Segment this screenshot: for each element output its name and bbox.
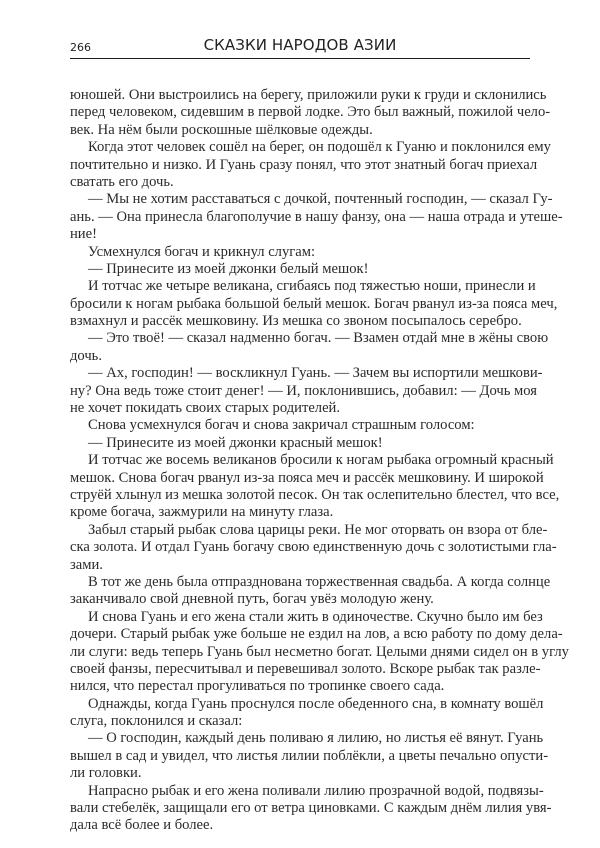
page-number: 266 xyxy=(70,41,91,54)
text-line: век. На нём были роскошные шёлковые одежды. xyxy=(70,121,373,138)
text-line: почтительно и низко. И Гуань сразу понял, что этот знатный богач приехал xyxy=(70,156,538,173)
text-line: бросили к ногам рыбака большой белый мешок. Богач рванул из-за пояса меч, xyxy=(70,295,558,312)
text-line: вышел в сад и увидел, что листья лилии поблёкли, а цветы печально опусти- xyxy=(70,747,549,764)
text-line: заканчивало свой дневной путь, богач увёз молодую жену. xyxy=(70,591,434,608)
text-line: нился, что перестал прогуливаться по тропинке своего сада. xyxy=(70,678,445,695)
text-line: струёй хлынул из мешка золотой песок. Он так ослепительно блестел, что все, xyxy=(70,486,560,503)
text-line: дочь. xyxy=(70,347,102,364)
text-line: ли головки. xyxy=(70,765,142,782)
text-line: И тотчас же восемь великанов бросили к ногам рыбака огромный красный xyxy=(88,452,554,469)
text-line: — Ах, господин! — воскликнул Гуань. — Зачем вы испортили мешкови- xyxy=(88,365,543,382)
page-header xyxy=(70,36,530,59)
text-line: юношей. Они выстроились на берегу, приложили руки к груди и склонились xyxy=(70,87,547,103)
text-line: ли слуги: ведь теперь Гуань был несметно богат. Целыми днями сидел он в углу xyxy=(70,643,569,660)
running-title: СКАЗКИ НАРОДОВ АЗИИ xyxy=(203,36,397,54)
text-line: сватать его дочь. xyxy=(70,173,174,190)
text-line: Однажды, когда Гуань проснулся после обеденного сна, в комнату вошёл xyxy=(88,695,544,712)
body-text xyxy=(70,87,569,835)
text-line: — Принесите из моей джонки белый мешок! xyxy=(88,260,369,277)
text-line: взмахнул и рассёк мешковину. Из мешка со звоном посыпалось серебро. xyxy=(70,313,522,330)
text-line: зами. xyxy=(70,556,103,573)
text-line: И снова Гуань и его жена стали жить в одиночестве. Скучно было им без xyxy=(88,608,543,625)
text-line: — Это твоё! — сказал надменно богач. — Взамен отдай мне в жёны свою xyxy=(88,330,549,347)
text-line: Напрасно рыбак и его жена поливали лилию прозрачной водой, подвязы- xyxy=(88,782,544,799)
text-line: дочери. Старый рыбак уже больше не ездил на лов, а всю работу по дому дела- xyxy=(70,626,563,643)
text-line: В тот же день была отпразднована торжественная свадьба. А когда солнце xyxy=(88,573,551,590)
text-line: перед человеком, сидевшим в первой лодке. Это был важный, пожилой чело- xyxy=(70,104,551,121)
text-line: не хочет покидать своих старых родителей. xyxy=(70,400,341,417)
text-line: своей фанзы, пересчитывал и перевешивал золото. Вскоре рыбак так разле- xyxy=(70,660,541,677)
text-line: Снова усмехнулся богач и снова закричал страшным голосом: xyxy=(88,417,475,434)
text-line: — Мы не хотим расставаться с дочкой, почтенный господин, — сказал Гу- xyxy=(88,191,553,208)
text-line: дала всё более и более. xyxy=(70,817,214,834)
text-line: ань. — Она принесла благополучие в нашу фанзу, она — наша отрада и утеше- xyxy=(70,208,563,225)
text-line: слуга, поклонился и сказал: xyxy=(70,713,243,730)
text-line: кроме богача, зажмурили на минуту глаза. xyxy=(70,504,334,521)
text-line: Когда этот человек сошёл на берег, он подошёл к Гуаню и поклонился ему xyxy=(88,139,551,156)
text-line: ние! xyxy=(70,226,97,243)
text-line: мешок. Снова богач рванул из-за пояса меч и рассёк мешковину. И широкой xyxy=(70,469,544,486)
text-line: И тотчас же четыре великана, сгибаясь под тяжестью ноши, принесли и xyxy=(88,278,536,295)
text-line: ну? Она ведь тоже стоит денег! — И, поклонившись, добавил: — Дочь моя xyxy=(70,382,538,399)
text-line: Забыл старый рыбак слова царицы реки. Не мог оторвать он взора от бле- xyxy=(88,521,548,538)
text-line: — О господин, каждый день поливаю я лилию, но листья её вянут. Гуань xyxy=(88,730,544,747)
text-line: ска золота. И отдал Гуань богачу свою единственную дочь с золотистыми гла- xyxy=(70,539,557,556)
text-line: — Принесите из моей джонки красный мешок! xyxy=(88,434,383,451)
text-line: вали стебелёк, защищали его от ветра циновками. С каждым днём лилия увя- xyxy=(70,800,552,817)
text-line: Усмехнулся богач и крикнул слугам: xyxy=(88,243,315,260)
